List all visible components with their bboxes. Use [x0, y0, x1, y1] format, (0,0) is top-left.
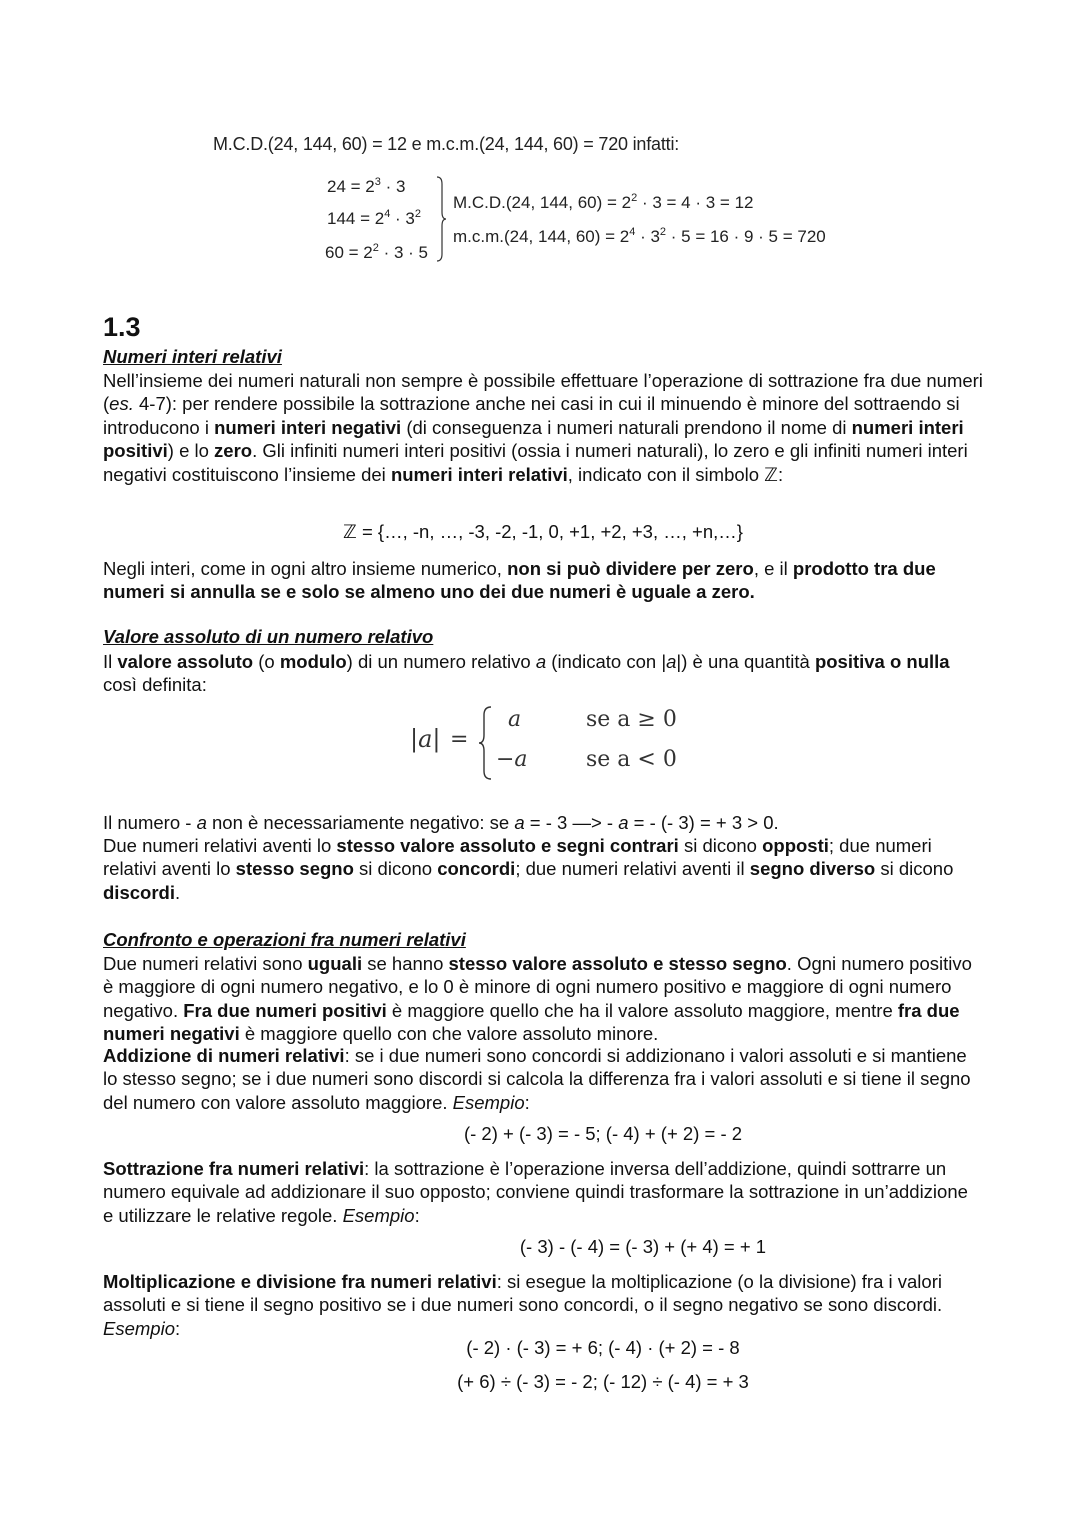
case2-condition: se a < 0 — [586, 747, 677, 772]
formula-lhs: |a| — [410, 725, 441, 753]
abs-value-formula — [410, 705, 710, 780]
compare-paragraph: Due numeri relativi sono uguali se hanno stesso valore assoluto e stesso segno. Ogni numero positivo è maggiore di ogni numero negativo, e lo 0 è minore di ogni numero positivo e maggiore di ogni numero negativo. Fra due numeri positivi è maggiore quello che ha il valore assoluto maggiore, mentre fra due numeri negativi è maggiore quello con che valore assoluto minore. — [103, 953, 972, 1045]
section-number: 1.3 — [103, 312, 141, 342]
negative-a-paragraph: Il numero - a non è necessariamente negativo: se a = - 3 —> - a = - (- 3) = + 3 > 0. — [103, 812, 779, 833]
abs-value-definition: Il valore assoluto (o modulo) di un numero relativo a (indicato con |a|) è una quantità positiva o nulla così definita: — [103, 651, 950, 696]
multiplication-paragraph: Moltiplicazione e divisione fra numeri relativi: si esegue la moltiplicazione (o la divisione) fra i valori assoluti e si tiene il segno positivo se i due numeri sono concordi, o il segno negativo se sono discordi. Esempio: — [103, 1271, 943, 1339]
formula-equals: = — [450, 727, 469, 752]
factorization-60: $60 = 2^2 \cdot 3 \cdot 5$ — [325, 242, 428, 262]
addition-example: (- 2) + (- 3) = - 5; (- 4) + (+ 2) = - 2 — [463, 1123, 743, 1144]
section-title: Numeri interi relativi — [103, 346, 282, 367]
mcm-result: m.c.m.(24, 144, $60) = 2^4 \cdot 3^2 \cdot 5 = 16 \cdot 9 \cdot 5 = 720$ — [453, 226, 826, 246]
opposites-paragraph: Due numeri relativi aventi lo stesso valore assoluto e segni contrari si dicono opposti; due numeri relativi aventi lo stesso segno si dicono concordi; due numeri relativi aventi il segno diverso si dicono discordi. — [103, 835, 954, 903]
left-brace-icon — [478, 705, 492, 781]
subtraction-paragraph: Sottrazione fra numeri relativi: la sottrazione è l’operazione inversa dell’addizione, quindi sottrarre un numero equivale ad addizionare il suo opposto; conviene quindi trasformare la sottrazione in un’addizione e utilizzare le relative regole. Esempio: — [103, 1158, 968, 1226]
subtraction-example: (- 3) - (- 4) = (- 3) + (+ 4) = + 1 — [519, 1236, 767, 1257]
case1-value: a — [508, 707, 522, 732]
multiplication-example-1: (- 2) · (- 3) = + 6; (- 4) · (+ 2) = - 8 — [466, 1337, 740, 1358]
factorization-144: $144 = 2^4 \cdot 3^2$ — [327, 208, 422, 228]
addition-paragraph: Addizione di numeri relativi: se i due numeri sono concordi si addizionano i valori assoluti e si mantiene lo stesso segno; se i due numeri sono discordi si calcola la differenza fra i valori assoluti e si tiene il segno del numero con valore assoluto maggiore. Esempio: — [103, 1045, 971, 1113]
division-by-zero-paragraph: Negli interi, come in ogni altro insieme numerico, non si può dividere per zero, e il prodotto tra due numeri si annulla se e solo se almeno uno dei due numeri è uguale a zero. — [103, 558, 936, 603]
case1-condition: se a ≥ 0 — [586, 707, 677, 732]
compare-title: Confronto e operazioni fra numeri relativi — [103, 929, 466, 950]
right-brace-icon — [436, 176, 446, 262]
division-example: (+ 6) ÷ (- 3) = - 2; (- 12) ÷ (- 4) = + 3 — [457, 1371, 749, 1392]
mcd-mcm-summary: M.C.D.(24, 144, 60) = 12 e m.c.m.(24, 144, 60) = 720 infatti: — [213, 134, 680, 154]
factorization-24: $24 = 2^3 \cdot 3$ — [327, 176, 406, 196]
mcd-result: M.C.D.(24, 144, $60) = 2^2 \cdot 3 = 4 \cdot 3 = 12$ — [453, 192, 754, 212]
case2-value: −a — [496, 747, 528, 772]
integer-set-equation: ℤ = {…, -n, …, -3, -2, -1, 0, +1, +2, +3, …, +n,…} — [343, 521, 743, 542]
intro-paragraph: Nell’insieme dei numeri naturali non sempre è possibile effettuare l’operazione di sottrazione fra due numeri (es. 4-7): per rendere possibile la sottrazione anche nei casi in cui il minuendo è minore del sottraendo si introducono i numeri interi negativi (di conseguenza i numeri naturali prendono il nome di numeri interi positivi) e lo zero. Gli infiniti numeri interi positivi (ossia i numeri naturali), lo zero e gli infiniti numeri interi negativi costituiscono l’insieme dei numeri interi relativi, indicato con il simbolo ℤ: — [103, 370, 983, 485]
abs-value-title: Valore assoluto di un numero relativo — [103, 626, 434, 647]
